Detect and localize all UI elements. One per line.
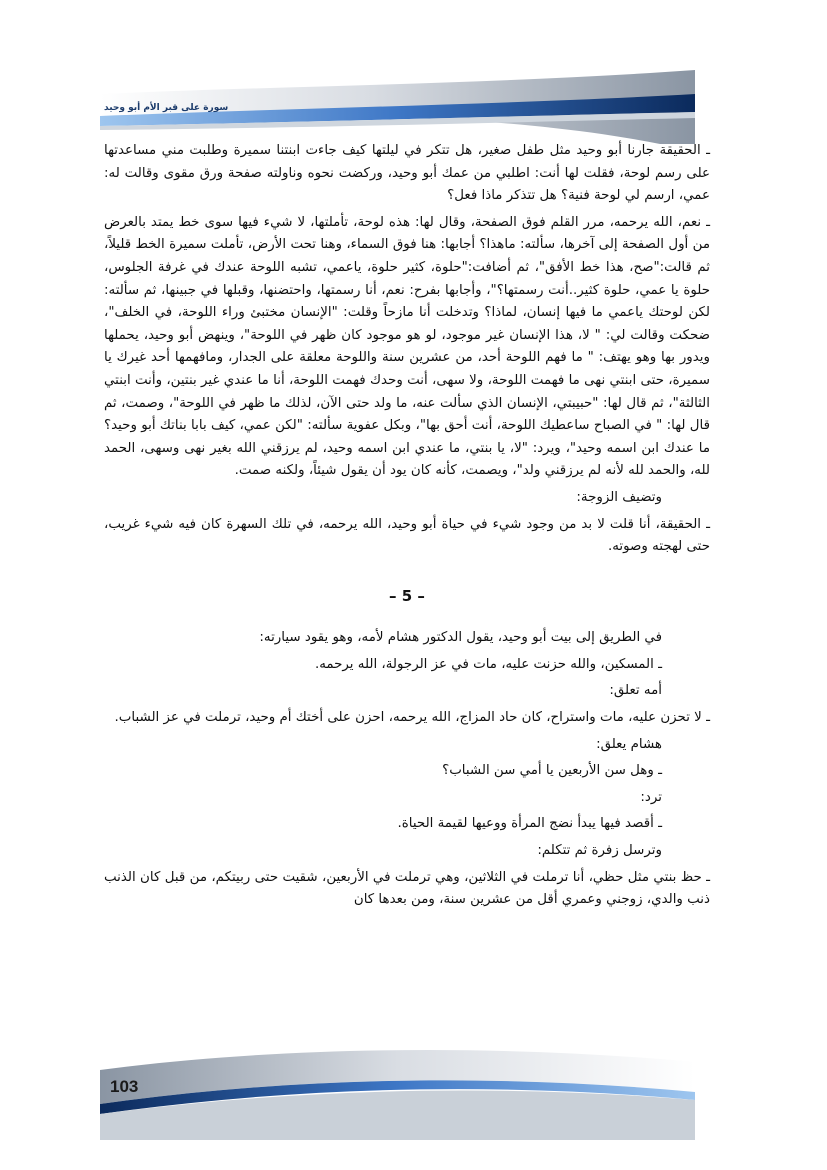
paragraph-wife-adds: وتضيف الزوجة: — [576, 489, 662, 505]
dialogue-line: ـ المسكين، والله حزنت عليه، مات في عز الرجولة، الله يرحمه. — [314, 656, 662, 672]
dialogue-line: ـ وهل سن الأربعين يا أمي سن الشباب؟ — [442, 763, 662, 779]
dialogue-line: هشام يعلق: — [596, 736, 662, 752]
header-title: سورة على قبر الأم أبو وحيد — [104, 103, 229, 113]
dialogue-line: ـ حظ بنتي مثل حظي، أنا ترملت في الثلاثين، وهي ترملت في الأربعين، شقيت حتى ربيتكم، من قبل كان الذنب ذنب والدي، زوجني وعمري أقل من عشرين سنة، ومن بعدها كان — [104, 869, 710, 908]
page-number: 103 — [110, 1077, 139, 1096]
section-number: – 5 – — [389, 586, 425, 605]
dialogue-line: ترد: — [640, 789, 662, 805]
paragraph-3: ـ الحقيقة، أنا قلت لا بد من وجود شيء في حياة أبو وحيد، الله يرحمه، في تلك السهرة كان فيه شيء غريب، حتى لهجته وصوته. — [104, 516, 710, 555]
dialogue-line: ـ لا تحزن عليه، مات واستراح، كان حاد المزاج، الله يرحمه، احزن على أختك أم وحيد، ترملت في عز الشباب. — [114, 710, 710, 726]
paragraph-2: ـ نعم، الله يرحمه، مرر القلم فوق الصفحة، وقال لها: هذه لوحة، تأملتها، لا شيء فيها سوى خط يمتد بالعرض من أول الصفحة إلى آخرها، سألته: ماهذا؟ أجابها: هنا فوق السماء، وهنا تحت الأرض، تأملت سميرة الخط قليلاً، ثم قالت:"صح، هذا خط الأفق"، ثم أضافت:"حلوة، كثير حلوة، ياعمي، تشبه اللوحة عندك في غرفة الجلوس، حلوة يا عمي، حلوة كثير..أنت رسمتها؟"، وأجابها بفرح: نعم، أنا رسمتها، واحتضنها، وقبلها في جبينها، ثم سألته: لكن لوحتك ياعمي ما فيها إنسان، لماذا؟ وتدخلت أنا مازحاً وقلت: "الإنسان مختبئ وراء اللوحة، في الخلف"، ضحكت وقالت لي: " لا، هذا الإنسان غير موجود، لو هو موجود كان ظهر في اللوحة"، وينهض أبو وحيد، يحملها ويدور بها وهو يهتف: " ما فهم اللوحة أحد، من عشرين سنة واللوحة معلقة على الجدار، ومافهمها أحد غيرك يا سميرة، حتى ابنتي نهى ما فهمت اللوحة، ولا سهى، أنت وحدك فهمت اللوحة، أنا ما عندي غير بنتين، وأنت ابنتي الثالثة"، ثم قال لها: "حبيبتي، الإنسان الذي سألت عنه، ما ولد حتى الآن، لذلك ما ظهر في اللوحة"، وصمت، ثم قال لها: " في الصباح ساعطيك اللوحة، أنت أحق بها"، وبكل عفوية سألته: "لكن عمي، كيف بابا بناتك أبو وحيد؟ ما عندك ابن اسمه وحيد"، ويرد: "لا، يا بنتي، ما عندي ابن اسمه وحيد، لم يرزقني الله بغير نهى وسهى، الحمد لله، والحمد لله لأنه لم يرزقني ولد"، ويصمت، كأنه كان يود أن يقول شيئاً، ولكنه صمت. — [104, 214, 710, 479]
body-text — [104, 140, 710, 916]
dialogue-line: وترسل زفرة ثم تتكلم: — [537, 843, 662, 859]
paragraph-1: ـ الحقيقة جارنا أبو وحيد مثل طفل صغير، هل تتكر في ليلتها كيف جاءت ابنتنا سميرة وطلبت مني مساعدتها على رسم لوحة، فقلت لها أنت: اطلبي من عمك أبو وحيد، وركضت نحوه وناولته صفحة ورق مقوى وقالت له: عمي، ارسم لي لوحة فنية؟ هل تتذكر ماذا فعل؟ — [104, 143, 710, 204]
footer-swoosh — [100, 1030, 695, 1140]
paragraph-road-intro: في الطريق إلى بيت أبو وحيد، يقول الدكتور هشام لأمه، وهو يقود سيارته: — [259, 630, 662, 646]
dialogue-line: ـ أقصد فيها يبدأ نضج المرأة ووعيها لقيمة الحياة. — [397, 816, 662, 832]
dialogue-line: أمه تعلق: — [609, 683, 662, 699]
